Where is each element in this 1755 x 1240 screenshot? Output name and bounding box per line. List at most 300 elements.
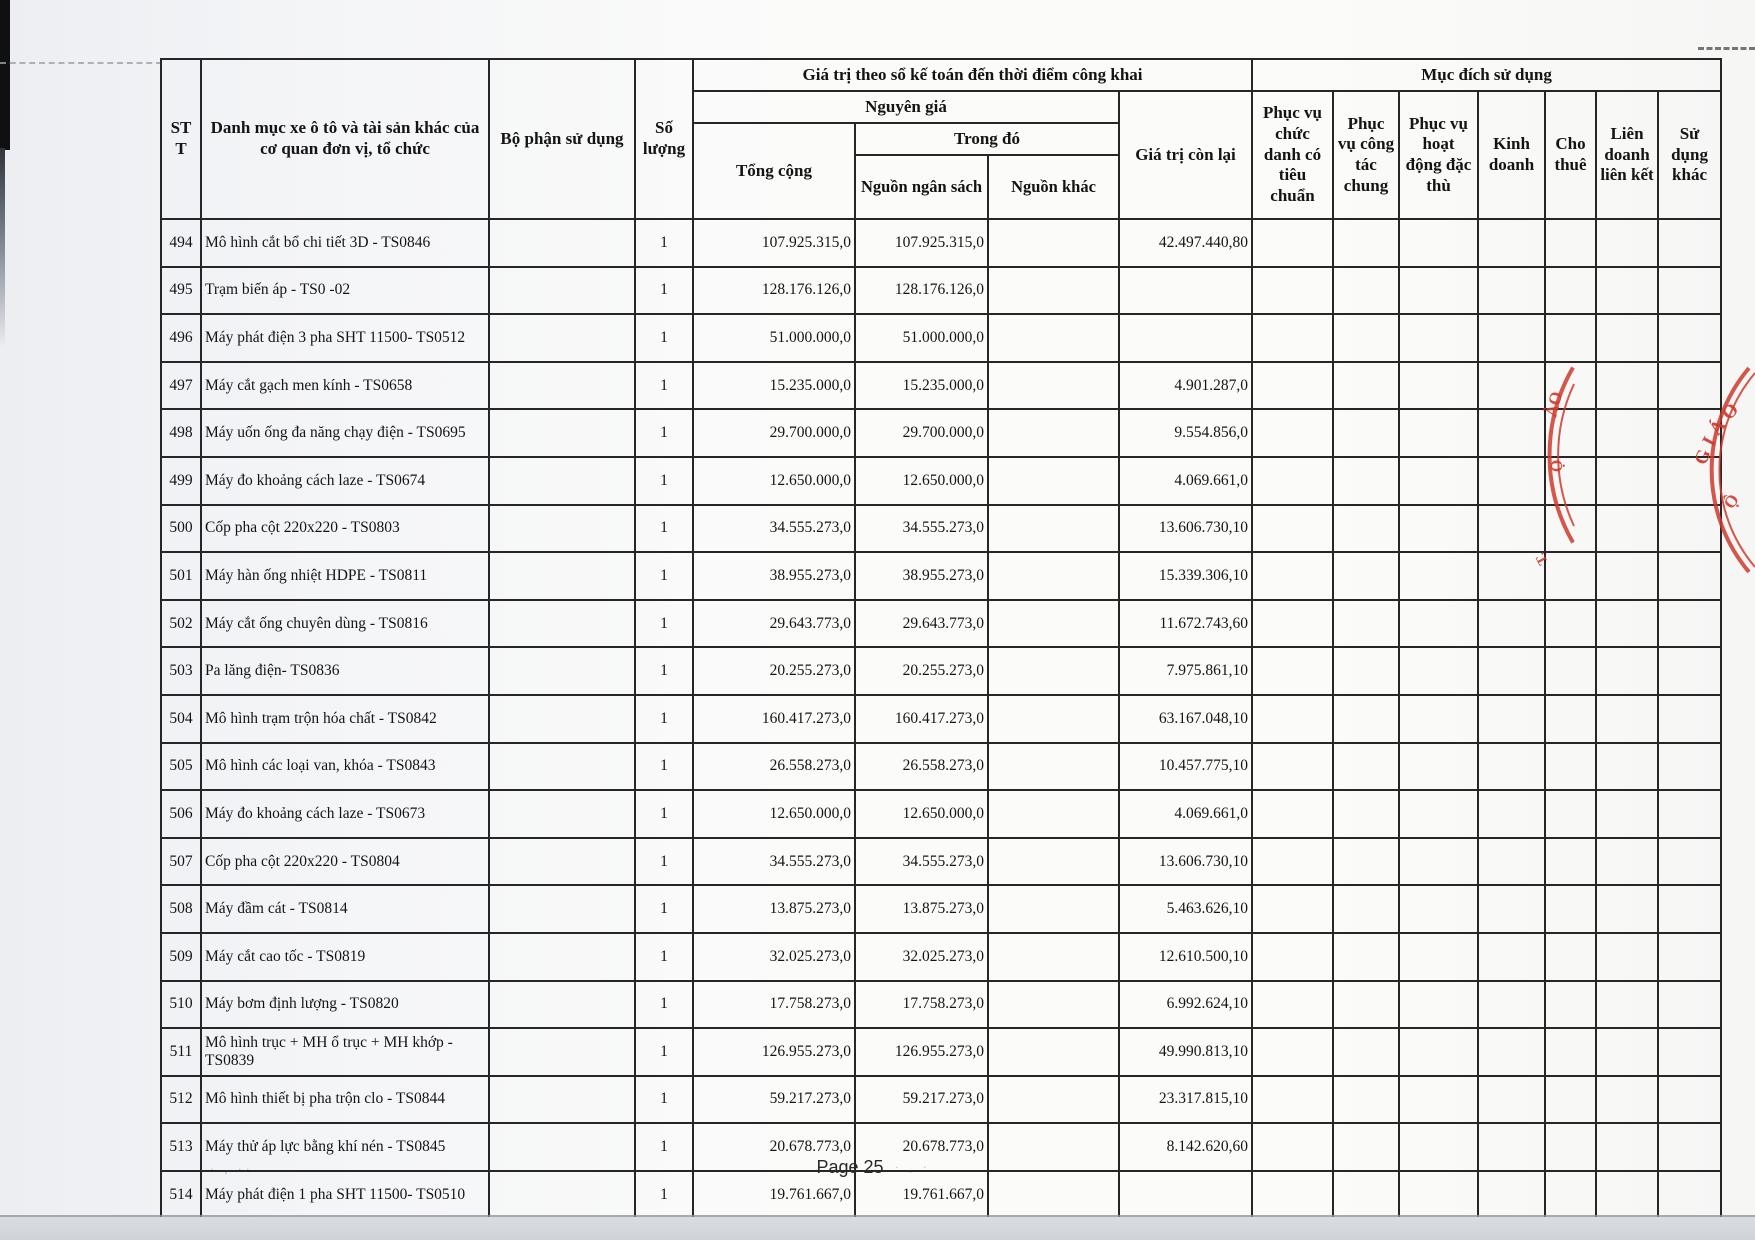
purpose-other-cell [1658, 1076, 1721, 1124]
purpose-joint-venture-cell [1596, 457, 1658, 505]
purpose-general-work-cell [1333, 695, 1399, 743]
purpose-general-work-cell [1333, 790, 1399, 838]
header-purpose-joint-venture: Liên doanh liên kết [1596, 91, 1658, 219]
budget-source-cell: 107.925.315,0 [855, 219, 988, 267]
remaining-value-cell [1119, 314, 1252, 362]
quantity-cell: 1 [635, 552, 693, 600]
purpose-rent-cell [1545, 695, 1596, 743]
purpose-title-standard-cell [1252, 1028, 1333, 1076]
purpose-rent-cell [1545, 743, 1596, 791]
department-cell [489, 409, 635, 457]
purpose-special-activity-cell [1399, 457, 1478, 505]
purpose-joint-venture-cell [1596, 219, 1658, 267]
purpose-joint-venture-cell [1596, 1028, 1658, 1076]
table-row [161, 552, 1721, 600]
purpose-title-standard-cell [1252, 933, 1333, 981]
row-number: 502 [161, 600, 201, 648]
asset-name: Mô hình thiết bị pha trộn clo - TS0844 [201, 1076, 489, 1124]
purpose-title-standard-cell [1252, 1171, 1333, 1219]
row-number: 506 [161, 790, 201, 838]
budget-source-cell: 32.025.273,0 [855, 933, 988, 981]
total-cost-cell: 59.217.273,0 [693, 1076, 855, 1124]
other-source-cell [988, 362, 1119, 410]
purpose-other-cell [1658, 1028, 1721, 1076]
budget-source-cell: 17.758.273,0 [855, 981, 988, 1029]
budget-source-cell: 20.678.773,0 [855, 1123, 988, 1171]
asset-name: Máy cắt gạch men kính - TS0658 [201, 362, 489, 410]
purpose-special-activity-cell [1399, 885, 1478, 933]
purpose-rent-cell [1545, 1028, 1596, 1076]
row-number: 511 [161, 1028, 201, 1076]
quantity-cell: 1 [635, 790, 693, 838]
other-source-cell [988, 219, 1119, 267]
quantity-cell: 1 [635, 743, 693, 791]
purpose-business-cell [1478, 314, 1545, 362]
other-source-cell [988, 695, 1119, 743]
purpose-rent-cell [1545, 790, 1596, 838]
purpose-other-cell [1658, 314, 1721, 362]
row-number: 507 [161, 838, 201, 886]
purpose-other-cell [1658, 552, 1721, 600]
purpose-other-cell [1658, 409, 1721, 457]
budget-source-cell: 59.217.273,0 [855, 1076, 988, 1124]
remaining-value-cell: 6.992.624,10 [1119, 981, 1252, 1029]
quantity-cell: 1 [635, 695, 693, 743]
purpose-general-work-cell [1333, 600, 1399, 648]
quantity-cell: 1 [635, 647, 693, 695]
stamp-left-letter1: ÀO [1541, 389, 1567, 419]
other-source-cell [988, 981, 1119, 1029]
purpose-title-standard-cell [1252, 219, 1333, 267]
purpose-general-work-cell [1333, 505, 1399, 553]
purpose-rent-cell [1545, 647, 1596, 695]
other-source-cell [988, 743, 1119, 791]
purpose-general-work-cell [1333, 409, 1399, 457]
remaining-value-cell: 42.497.440,80 [1119, 219, 1252, 267]
total-cost-cell: 20.255.273,0 [693, 647, 855, 695]
purpose-special-activity-cell [1399, 981, 1478, 1029]
purpose-special-activity-cell [1399, 314, 1478, 362]
page-number: Page 25 [816, 1157, 884, 1177]
header-purpose-special-activity: Phục vụ hoạt động đặc thù [1399, 91, 1478, 219]
remaining-value-cell: 15.339.306,10 [1119, 552, 1252, 600]
other-source-cell [988, 600, 1119, 648]
purpose-business-cell [1478, 600, 1545, 648]
purpose-business-cell [1478, 695, 1545, 743]
scan-line [0, 62, 162, 64]
remaining-value-cell: 23.317.815,10 [1119, 1076, 1252, 1124]
other-source-cell [988, 838, 1119, 886]
purpose-title-standard-cell [1252, 1123, 1333, 1171]
asset-name: Máy đầm cát - TS0814 [201, 885, 489, 933]
stamp-right-arc-text: GIÁO [1690, 395, 1747, 468]
purpose-business-cell [1478, 409, 1545, 457]
purpose-joint-venture-cell [1596, 362, 1658, 410]
purpose-joint-venture-cell [1596, 933, 1658, 981]
purpose-special-activity-cell [1399, 647, 1478, 695]
asset-name: Mô hình trục + MH ổ trục + MH khớp - TS0839 [201, 1028, 489, 1076]
purpose-special-activity-cell [1399, 219, 1478, 267]
total-cost-cell: 29.700.000,0 [693, 409, 855, 457]
asset-name: Máy cắt cao tốc - TS0819 [201, 933, 489, 981]
purpose-joint-venture-cell [1596, 1076, 1658, 1124]
total-cost-cell: 51.000.000,0 [693, 314, 855, 362]
purpose-general-work-cell [1333, 1123, 1399, 1171]
purpose-business-cell [1478, 219, 1545, 267]
quantity-cell: 1 [635, 219, 693, 267]
purpose-other-cell [1658, 695, 1721, 743]
remaining-value-cell: 4.069.661,0 [1119, 790, 1252, 838]
purpose-general-work-cell [1333, 314, 1399, 362]
row-number: 509 [161, 933, 201, 981]
table-row [161, 362, 1721, 410]
quantity-cell: 1 [635, 981, 693, 1029]
purpose-title-standard-cell [1252, 457, 1333, 505]
department-cell [489, 790, 635, 838]
total-cost-cell: 15.235.000,0 [693, 362, 855, 410]
table-row [161, 743, 1721, 791]
header-book-value-group: Giá trị theo sổ kế toán đến thời điểm công khai [693, 59, 1252, 91]
budget-source-cell: 26.558.273,0 [855, 743, 988, 791]
table-row [161, 1076, 1721, 1124]
purpose-other-cell [1658, 505, 1721, 553]
table-row [161, 838, 1721, 886]
header-remaining-value: Giá trị còn lại [1119, 91, 1252, 219]
other-source-cell [988, 1171, 1119, 1219]
total-cost-cell: 13.875.273,0 [693, 885, 855, 933]
purpose-business-cell [1478, 457, 1545, 505]
department-cell [489, 600, 635, 648]
quantity-cell: 1 [635, 933, 693, 981]
department-cell [489, 981, 635, 1029]
purpose-business-cell [1478, 647, 1545, 695]
purpose-other-cell [1658, 267, 1721, 315]
other-source-cell [988, 933, 1119, 981]
purpose-rent-cell [1545, 600, 1596, 648]
purpose-joint-venture-cell [1596, 505, 1658, 553]
purpose-rent-cell [1545, 838, 1596, 886]
purpose-special-activity-cell [1399, 409, 1478, 457]
purpose-joint-venture-cell [1596, 981, 1658, 1029]
purpose-special-activity-cell [1399, 1123, 1478, 1171]
other-source-cell [988, 314, 1119, 362]
quantity-cell: 1 [635, 1076, 693, 1124]
asset-name: Mô hình trạm trộn hóa chất - TS0842 [201, 695, 489, 743]
remaining-value-cell: 7.975.861,10 [1119, 647, 1252, 695]
purpose-joint-venture-cell [1596, 552, 1658, 600]
total-cost-cell: 20.678.773,0 [693, 1123, 855, 1171]
quantity-cell: 1 [635, 838, 693, 886]
asset-name: Máy phát điện 3 pha SHT 11500- TS0512 [201, 314, 489, 362]
purpose-other-cell [1658, 219, 1721, 267]
purpose-special-activity-cell [1399, 933, 1478, 981]
purpose-other-cell [1658, 600, 1721, 648]
purpose-joint-venture-cell [1596, 600, 1658, 648]
purpose-title-standard-cell [1252, 409, 1333, 457]
header-purpose-other: Sử dụng khác [1658, 91, 1721, 219]
budget-source-cell: 19.761.667,0 [855, 1171, 988, 1219]
row-number: 510 [161, 981, 201, 1029]
header-total: Tổng cộng [693, 123, 855, 219]
department-cell [489, 838, 635, 886]
row-number: 513 [161, 1123, 201, 1171]
purpose-general-work-cell [1333, 1076, 1399, 1124]
total-cost-cell: 34.555.273,0 [693, 838, 855, 886]
asset-name: Máy hàn ống nhiệt HDPE - TS0811 [201, 552, 489, 600]
purpose-general-work-cell [1333, 457, 1399, 505]
row-number: 508 [161, 885, 201, 933]
department-cell [489, 505, 635, 553]
budget-source-cell: 128.176.126,0 [855, 267, 988, 315]
purpose-joint-venture-cell [1596, 409, 1658, 457]
remaining-value-cell: 9.554.856,0 [1119, 409, 1252, 457]
table-row [161, 267, 1721, 315]
purpose-general-work-cell [1333, 885, 1399, 933]
stamp-left-letter3: T. [1532, 549, 1552, 568]
row-number: 499 [161, 457, 201, 505]
department-cell [489, 647, 635, 695]
purpose-rent-cell [1545, 933, 1596, 981]
purpose-title-standard-cell [1252, 552, 1333, 600]
purpose-rent-cell [1545, 981, 1596, 1029]
purpose-special-activity-cell [1399, 267, 1478, 315]
total-cost-cell: 32.025.273,0 [693, 933, 855, 981]
purpose-title-standard-cell [1252, 505, 1333, 553]
other-source-cell [988, 457, 1119, 505]
remaining-value-cell [1119, 267, 1252, 315]
department-cell [489, 885, 635, 933]
purpose-business-cell [1478, 362, 1545, 410]
department-cell [489, 1123, 635, 1171]
quantity-cell: 1 [635, 362, 693, 410]
header-other-source: Nguồn khác [988, 155, 1119, 219]
other-source-cell [988, 267, 1119, 315]
purpose-special-activity-cell [1399, 838, 1478, 886]
purpose-general-work-cell [1333, 1028, 1399, 1076]
purpose-title-standard-cell [1252, 790, 1333, 838]
purpose-business-cell [1478, 981, 1545, 1029]
asset-name: Máy bơm định lượng - TS0820 [201, 981, 489, 1029]
budget-source-cell: 15.235.000,0 [855, 362, 988, 410]
purpose-special-activity-cell [1399, 743, 1478, 791]
table-row [161, 600, 1721, 648]
other-source-cell [988, 505, 1119, 553]
purpose-business-cell [1478, 743, 1545, 791]
table-row [161, 409, 1721, 457]
table-row [161, 790, 1721, 838]
purpose-rent-cell [1545, 1171, 1596, 1219]
budget-source-cell: 12.650.000,0 [855, 457, 988, 505]
total-cost-cell: 29.643.773,0 [693, 600, 855, 648]
asset-name: Máy phát điện 1 pha SHT 11500- TS0510 [201, 1171, 489, 1219]
purpose-business-cell [1478, 1171, 1545, 1219]
department-cell [489, 1171, 635, 1219]
asset-name: Cốp pha cột 220x220 - TS0804 [201, 838, 489, 886]
purpose-special-activity-cell [1399, 552, 1478, 600]
header-stt: ST T [161, 59, 201, 219]
budget-source-cell: 38.955.273,0 [855, 552, 988, 600]
department-cell [489, 1028, 635, 1076]
other-source-cell [988, 647, 1119, 695]
purpose-general-work-cell [1333, 1171, 1399, 1219]
asset-name: Máy thử áp lực bằng khí nén - TS0845 [201, 1123, 489, 1171]
asset-name: Máy uốn ống đa năng chạy điện - TS0695 [201, 409, 489, 457]
row-number: 494 [161, 219, 201, 267]
quantity-cell: 1 [635, 267, 693, 315]
header-department: Bộ phận sử dụng [489, 59, 635, 219]
table-header [161, 59, 1721, 219]
department-cell [489, 552, 635, 600]
header-of-which: Trong đó [855, 123, 1119, 155]
purpose-general-work-cell [1333, 647, 1399, 695]
purpose-other-cell [1658, 362, 1721, 410]
budget-source-cell: 29.643.773,0 [855, 600, 988, 648]
purpose-rent-cell [1545, 1123, 1596, 1171]
purpose-title-standard-cell [1252, 838, 1333, 886]
asset-name: Mô hình cắt bổ chi tiết 3D - TS0846 [201, 219, 489, 267]
row-number: 500 [161, 505, 201, 553]
total-cost-cell: 34.555.273,0 [693, 505, 855, 553]
department-cell [489, 695, 635, 743]
purpose-joint-venture-cell [1596, 1171, 1658, 1219]
asset-name: Pa lăng điện- TS0836 [201, 647, 489, 695]
purpose-business-cell [1478, 1076, 1545, 1124]
purpose-special-activity-cell [1399, 600, 1478, 648]
department-cell [489, 933, 635, 981]
quantity-cell: 1 [635, 1171, 693, 1219]
purpose-rent-cell [1545, 1076, 1596, 1124]
quantity-cell: 1 [635, 1123, 693, 1171]
scan-smudge: · , · [895, 1160, 931, 1174]
purpose-title-standard-cell [1252, 695, 1333, 743]
total-cost-cell: 19.761.667,0 [693, 1171, 855, 1219]
purpose-rent-cell [1545, 457, 1596, 505]
budget-source-cell: 13.875.273,0 [855, 885, 988, 933]
purpose-special-activity-cell [1399, 695, 1478, 743]
table-row [161, 505, 1721, 553]
total-cost-cell: 12.650.000,0 [693, 790, 855, 838]
purpose-joint-venture-cell [1596, 647, 1658, 695]
budget-source-cell: 160.417.273,0 [855, 695, 988, 743]
asset-disclosure-table [160, 58, 1722, 1219]
asset-name: Cốp pha cột 220x220 - TS0803 [201, 505, 489, 553]
purpose-general-work-cell [1333, 267, 1399, 315]
quantity-cell: 1 [635, 1028, 693, 1076]
total-cost-cell: 17.758.273,0 [693, 981, 855, 1029]
asset-name: Máy cắt ống chuyên dùng - TS0816 [201, 600, 489, 648]
header-purpose-title-standard: Phục vụ chức danh có tiêu chuẩn [1252, 91, 1333, 219]
purpose-general-work-cell [1333, 981, 1399, 1029]
purpose-other-cell [1658, 790, 1721, 838]
header-purpose-business: Kinh doanh [1478, 91, 1545, 219]
purpose-other-cell [1658, 838, 1721, 886]
table-row [161, 695, 1721, 743]
header-purpose-group: Mục đích sử dụng [1252, 59, 1721, 91]
purpose-general-work-cell [1333, 743, 1399, 791]
table-row [161, 933, 1721, 981]
purpose-joint-venture-cell [1596, 838, 1658, 886]
purpose-other-cell [1658, 981, 1721, 1029]
purpose-special-activity-cell [1399, 362, 1478, 410]
other-source-cell [988, 1123, 1119, 1171]
budget-source-cell: 51.000.000,0 [855, 314, 988, 362]
purpose-general-work-cell [1333, 933, 1399, 981]
budget-source-cell: 34.555.273,0 [855, 838, 988, 886]
department-cell [489, 219, 635, 267]
total-cost-cell: 12.650.000,0 [693, 457, 855, 505]
purpose-rent-cell [1545, 219, 1596, 267]
purpose-other-cell [1658, 457, 1721, 505]
remaining-value-cell: 13.606.730,10 [1119, 505, 1252, 553]
row-number: 495 [161, 267, 201, 315]
quantity-cell: 1 [635, 505, 693, 553]
purpose-title-standard-cell [1252, 743, 1333, 791]
purpose-business-cell [1478, 885, 1545, 933]
purpose-joint-venture-cell [1596, 885, 1658, 933]
quantity-cell: 1 [635, 457, 693, 505]
department-cell [489, 743, 635, 791]
purpose-other-cell [1658, 1123, 1721, 1171]
table-row [161, 981, 1721, 1029]
total-cost-cell: 160.417.273,0 [693, 695, 855, 743]
scan-bottom-band [0, 1217, 1755, 1240]
row-number: 512 [161, 1076, 201, 1124]
budget-source-cell: 29.700.000,0 [855, 409, 988, 457]
other-source-cell [988, 1076, 1119, 1124]
purpose-other-cell [1658, 885, 1721, 933]
table-row [161, 885, 1721, 933]
quantity-cell: 1 [635, 600, 693, 648]
purpose-rent-cell [1545, 409, 1596, 457]
header-purpose-rent: Cho thuê [1545, 91, 1596, 219]
purpose-title-standard-cell [1252, 1076, 1333, 1124]
asset-name: Máy đo khoảng cách laze - TS0673 [201, 790, 489, 838]
purpose-rent-cell [1545, 552, 1596, 600]
purpose-other-cell [1658, 933, 1721, 981]
total-cost-cell: 107.925.315,0 [693, 219, 855, 267]
scan-edge-bar [0, 0, 10, 150]
purpose-title-standard-cell [1252, 885, 1333, 933]
table-row [161, 647, 1721, 695]
row-number: 514 [161, 1171, 201, 1219]
budget-source-cell: 12.650.000,0 [855, 790, 988, 838]
department-cell [489, 362, 635, 410]
scan-smudge: · , ·· [210, 1162, 254, 1176]
other-source-cell [988, 885, 1119, 933]
purpose-general-work-cell [1333, 219, 1399, 267]
purpose-joint-venture-cell [1596, 695, 1658, 743]
purpose-special-activity-cell [1399, 1076, 1478, 1124]
purpose-business-cell [1478, 505, 1545, 553]
remaining-value-cell: 8.142.620,60 [1119, 1123, 1252, 1171]
stamp-right-lower-letter: Ộ [1719, 490, 1743, 513]
purpose-title-standard-cell [1252, 981, 1333, 1029]
header-original-price: Nguyên giá [693, 91, 1119, 123]
purpose-business-cell [1478, 552, 1545, 600]
row-number: 504 [161, 695, 201, 743]
other-source-cell [988, 409, 1119, 457]
purpose-business-cell [1478, 790, 1545, 838]
other-source-cell [988, 1028, 1119, 1076]
purpose-title-standard-cell [1252, 362, 1333, 410]
purpose-title-standard-cell [1252, 647, 1333, 695]
total-cost-cell: 128.176.126,0 [693, 267, 855, 315]
purpose-business-cell [1478, 1123, 1545, 1171]
remaining-value-cell: 13.606.730,10 [1119, 838, 1252, 886]
purpose-other-cell [1658, 743, 1721, 791]
purpose-special-activity-cell [1399, 505, 1478, 553]
table-row [161, 314, 1721, 362]
